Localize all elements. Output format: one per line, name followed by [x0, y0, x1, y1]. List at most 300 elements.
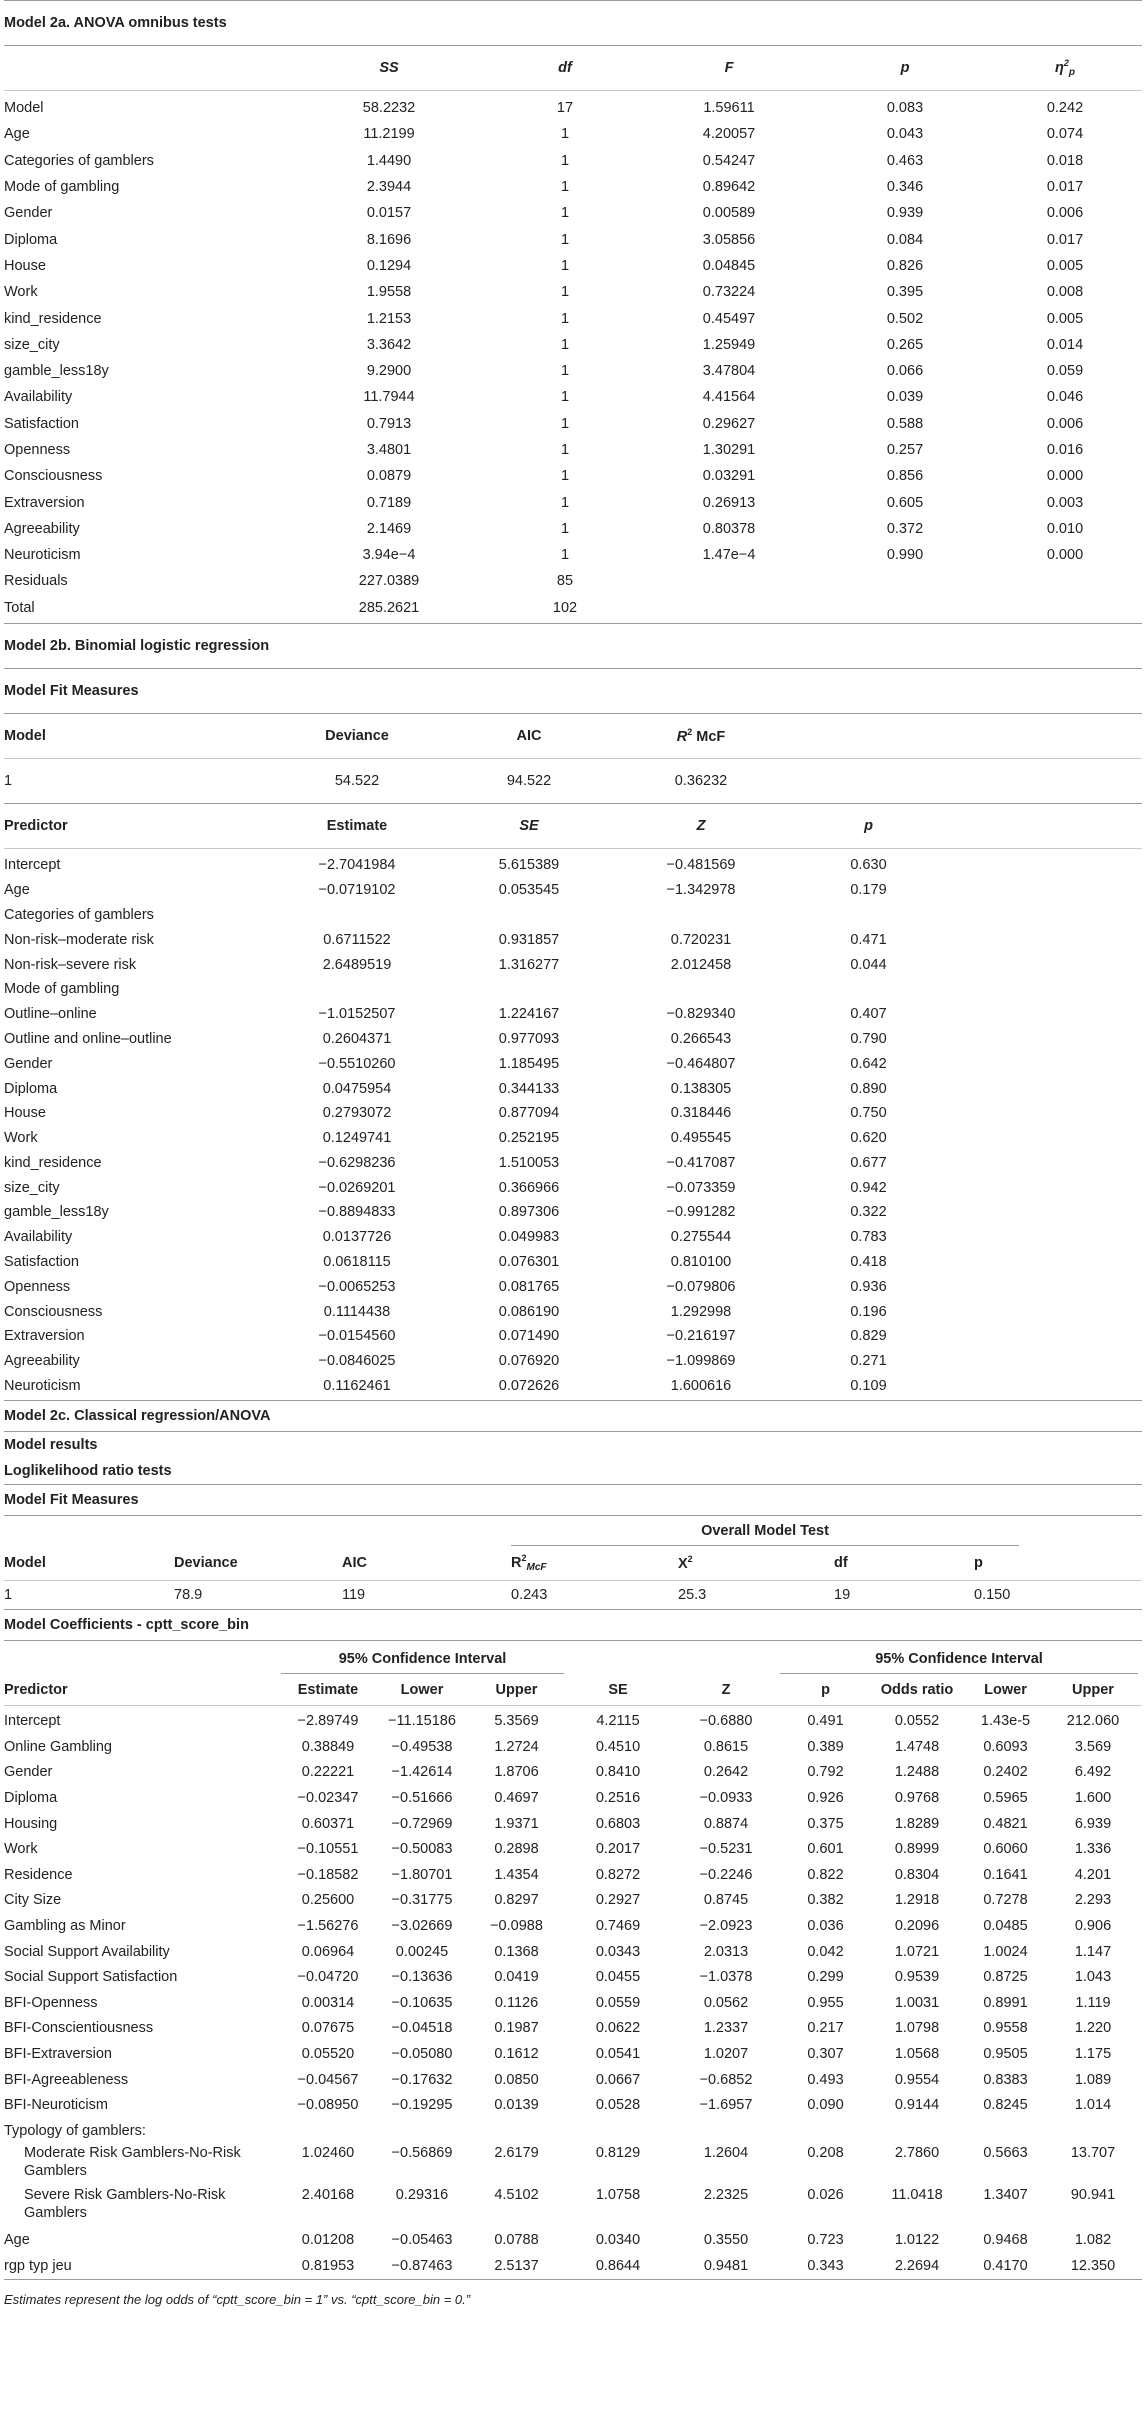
m2b-cell-predictor: gamble_less18y: [4, 1204, 109, 1221]
m2b-cell-z: 0.138305: [670, 1080, 732, 1097]
m2a-cell-df: 1: [560, 205, 570, 222]
m2c-cell-lower2: 0.8383: [983, 2071, 1028, 2088]
m2a-cell-f: 0.03291: [702, 468, 756, 485]
m2a-cell-p: 0.257: [886, 442, 924, 458]
m2b-row: [4, 1324, 1142, 1349]
m2a-cell-term: size_city: [4, 336, 60, 353]
m2c-cell-or: 1.0122: [894, 2232, 940, 2249]
m2c-cell-lower2: 0.7278: [983, 1892, 1028, 1909]
m2c-ci-label-2: 95% Confidence Interval: [780, 1643, 1138, 1674]
m2c-cell-estimate: 0.00314: [301, 1994, 355, 2011]
m2b-cell-p: 0.790: [850, 1030, 887, 1047]
m2c-cell-p: 0.042: [807, 1943, 844, 1960]
m2c-cell-upper2: 1.147: [1074, 1943, 1112, 1960]
m2c-cell-z: 1.2337: [703, 2020, 749, 2037]
m2a-cell-ss: 11.7944: [363, 389, 415, 406]
m2b-cell-se: 0.053545: [498, 882, 560, 899]
m2a-cell-df: 1: [560, 547, 570, 564]
m2c-row: [4, 1862, 1142, 1888]
m2a-cell-ss: 1.9558: [366, 284, 412, 301]
m2c-cell-estimate: −0.08950: [297, 2097, 359, 2114]
m2b-cell-z: −0.216197: [666, 1328, 736, 1345]
m2a-cell-ss: 9.2900: [366, 363, 412, 380]
m2b-row: [4, 1076, 1142, 1101]
m2a-cell-ss: 0.1294: [366, 257, 412, 274]
m2a-row: [4, 384, 1142, 410]
m2b-row: [4, 1250, 1142, 1275]
m2b-cell-predictor: Work: [4, 1130, 38, 1147]
m2b-fit-row: [4, 759, 1142, 803]
m2b-cell-predictor: Availability: [4, 1229, 73, 1246]
m2c-h-estimate: Estimate: [297, 1682, 359, 1699]
m2a-cell-ss: 227.0389: [358, 573, 420, 590]
m2a-cell-f: 4.20057: [702, 126, 756, 143]
m2c-fit-h-dev: Deviance: [174, 1555, 238, 1572]
m2a-title: Model 2a. ANOVA omnibus tests: [4, 15, 227, 31]
m2b-cell-z: −0.079806: [666, 1278, 736, 1295]
m2a-cell-f: 0.26913: [702, 494, 756, 511]
m2a-cell-term: Availability: [4, 389, 73, 406]
m2c-cell-se: 0.0343: [595, 1943, 641, 1960]
m2c-ci-label-1: 95% Confidence Interval: [281, 1643, 564, 1674]
m2c-cell-upper: 4.5102: [494, 2186, 539, 2203]
m2a-cell-p: 0.939: [886, 205, 924, 222]
m2c-cell-predictor: BFI-Conscientiousness: [4, 2020, 154, 2037]
m2b-cell-se: 0.877094: [498, 1105, 560, 1122]
m2a-cell-p: 0.826: [886, 257, 924, 274]
m2c-cell-or: 0.8304: [894, 1866, 940, 1883]
m2b-cell-se: 0.897306: [498, 1204, 560, 1221]
m2c-cell-predictor: Moderate Risk Gamblers-No-Risk Gamblers: [24, 2144, 241, 2179]
m2b-cell-estimate: 0.0618115: [323, 1254, 391, 1271]
m2c-cell-lower: −0.04518: [391, 2020, 453, 2037]
m2b-cell-z: 2.012458: [670, 956, 732, 973]
m2c-cell-or: 0.9554: [894, 2071, 940, 2088]
m2c-cell-upper2: 0.906: [1074, 1918, 1112, 1935]
m2c-row: [4, 2041, 1142, 2067]
m2b-cell-se: 0.072626: [498, 1378, 560, 1395]
m2b-fit-dev: 54.522: [334, 772, 380, 789]
m2b-fit-model: 1: [4, 772, 13, 789]
m2a-cell-ss: 0.0157: [366, 205, 412, 222]
m2c-cell-z: −2.0923: [699, 1918, 753, 1935]
m2b-cell-se: 1.185495: [498, 1055, 560, 1072]
m2c-cell-se: 0.0455: [595, 1969, 641, 1986]
m2b-cell-predictor: Satisfaction: [4, 1254, 79, 1271]
m2c-cell-estimate: −0.10551: [297, 1841, 359, 1858]
m2c-cell-se: 0.4510: [595, 1738, 641, 1755]
m2b-cell-z: 0.266543: [670, 1030, 732, 1047]
m2a-row: [4, 253, 1142, 279]
m2c-cell-predictor: Age: [4, 2232, 30, 2249]
m2a-row: [4, 148, 1142, 174]
m2c-cell-lower: −0.19295: [391, 2097, 453, 2114]
m2c-row: [4, 1785, 1142, 1811]
m2c-cell-lower2: 0.9505: [983, 2045, 1028, 2062]
m2c-cell-lower2: 0.5663: [983, 2144, 1028, 2161]
m2a-cell-p: 0.084: [886, 231, 924, 248]
m2c-cell-se: 0.2516: [595, 1790, 641, 1807]
m2b-cell-estimate: −0.6298236: [318, 1154, 396, 1171]
m2b-fit-h-aic: AIC: [516, 727, 542, 744]
m2a-cell-term: Gender: [4, 205, 53, 222]
m2b-cell-estimate: −2.7041984: [318, 857, 396, 874]
m2b-row: [4, 1200, 1142, 1225]
m2a-cell-ss: 3.3642: [366, 336, 412, 353]
m2a-cell-p: 0.043: [886, 126, 924, 143]
m2c-cell-lower: −11.15186: [388, 1713, 456, 1730]
m2c-row: [4, 1836, 1142, 1862]
m2c-cell-predictor: Gender: [4, 1764, 53, 1781]
m2b-cell-p: 0.044: [850, 956, 887, 973]
m2c-cell-predictor: rgp typ jeu: [4, 2257, 72, 2274]
m2b-cell-estimate: 0.0137726: [322, 1229, 392, 1246]
m2b-cell-estimate: −0.0846025: [318, 1353, 396, 1370]
m2c-cell-lower2: 1.43e-5: [980, 1713, 1031, 1730]
m2a-cell-f: 0.89642: [702, 179, 756, 196]
m2c-cell-upper2: 1.119: [1075, 1994, 1111, 2011]
m2c-fit-row: [4, 1581, 1142, 1609]
m2b-cell-estimate: 0.1114438: [323, 1303, 391, 1320]
m2b-cell-p: 0.750: [850, 1105, 887, 1122]
m2c-row: [4, 1913, 1142, 1939]
m2a-cell-term: Agreeability: [4, 520, 80, 537]
m2c-row: [4, 1990, 1142, 2016]
m2c-cell-z: 0.3550: [703, 2232, 749, 2249]
m2c-fit-h-aic: AIC: [342, 1555, 367, 1572]
m2b-cell-p: 0.942: [850, 1179, 887, 1196]
m2a-row: [4, 358, 1142, 384]
m2c-cell-lower: 0.29316: [395, 2186, 449, 2203]
m2c-cell-upper2: 1.175: [1074, 2045, 1112, 2062]
m2b-row: [4, 1225, 1142, 1250]
m2c-cell-se: 0.8272: [595, 1866, 641, 1883]
m2c-cell-lower: −0.17632: [391, 2071, 453, 2088]
m2c-cell-z: −0.6880: [699, 1713, 753, 1730]
m2b-cell-predictor: Mode of gambling: [4, 981, 120, 998]
m2a-cell-p: 0.502: [886, 310, 924, 327]
m2b-row: [4, 977, 1142, 1002]
m2b-row: [4, 1299, 1142, 1324]
m2c-cell-upper: −0.0988: [490, 1918, 543, 1935]
m2c-cell-upper2: 6.492: [1074, 1764, 1112, 1781]
m2c-cell-p: 0.299: [807, 1969, 844, 1986]
m2c-cell-lower: 0.00245: [395, 1943, 449, 1960]
m2a-cell-f: 3.05856: [702, 231, 756, 248]
m2b-cell-z: −0.829340: [666, 1006, 736, 1023]
m2b-cell-estimate: 0.2793072: [322, 1105, 392, 1122]
m2b-row: [4, 1126, 1142, 1151]
m2b-cell-estimate: −0.0269201: [318, 1179, 396, 1196]
m2c-cell-p: 0.926: [807, 1790, 844, 1807]
m2b-cell-predictor: kind_residence: [4, 1154, 102, 1171]
m2c-fit-h-p: p: [974, 1555, 983, 1572]
m2b-cell-z: −1.099869: [666, 1353, 736, 1370]
m2b-row: [4, 903, 1142, 928]
m2b-cell-se: 0.076920: [498, 1353, 560, 1370]
m2c-cell-predictor: Severe Risk Gamblers-No-Risk Gamblers: [24, 2186, 226, 2221]
m2a-cell-df: 1: [560, 152, 570, 169]
m2c-fit-h-x2: $X^2$: [678, 1554, 693, 1573]
m2c-cell-lower2: 0.0485: [983, 1918, 1028, 1935]
m2b-fit-h-model: Model: [4, 727, 46, 744]
m2c-row: [4, 1708, 1142, 1734]
m2c-fit-p: 0.150: [974, 1587, 1011, 1604]
m2c-cell-predictor: Work: [4, 1841, 38, 1858]
m2c-cell-upper: 0.8297: [494, 1892, 539, 1909]
m2c-cell-or: 0.2096: [894, 1918, 940, 1935]
m2c-cell-predictor: Social Support Availability: [4, 1943, 170, 1960]
m2c-cell-p: 0.090: [807, 2097, 844, 2114]
m2a-cell-df: 1: [560, 126, 570, 143]
m2a-row: [4, 279, 1142, 305]
m2b-body: [4, 849, 1142, 1401]
m2a-cell-term: Extraversion: [4, 494, 85, 511]
m2c-cell-upper: 2.6179: [494, 2144, 539, 2161]
m2b-cell-se: 0.071490: [498, 1328, 560, 1345]
m2c-row: [4, 2228, 1142, 2254]
m2b-cell-estimate: −0.0065253: [318, 1278, 396, 1295]
m2b-cell-predictor: Agreeability: [4, 1353, 80, 1370]
m2b-cell-estimate: −0.8894833: [318, 1204, 396, 1221]
m2c-fit-header: [4, 1546, 1142, 1580]
m2c-cell-lower2: 0.4821: [983, 1815, 1028, 1832]
m2b-cell-p: 0.407: [850, 1006, 887, 1023]
m2a-cell-eta: 0.006: [1046, 205, 1084, 222]
m2b-cell-se: 1.316277: [498, 956, 560, 973]
m2c-cell-z: −0.6852: [699, 2071, 753, 2088]
m2b-cell-se: 5.615389: [498, 857, 560, 874]
m2c-cell-lower2: 0.6060: [983, 1841, 1028, 1858]
m2b-cell-z: 1.292998: [670, 1303, 732, 1320]
m2c-cell-z: 0.9481: [703, 2257, 749, 2274]
m2b-cell-estimate: −1.0152507: [318, 1006, 396, 1023]
m2b-cell-predictor: Extraversion: [4, 1328, 85, 1345]
m2b-cell-p: 0.890: [850, 1080, 887, 1097]
m2c-row: [4, 2016, 1142, 2042]
m2c-cell-or: 1.0568: [894, 2045, 940, 2062]
m2a-row: [4, 489, 1142, 515]
m2a-row: [4, 121, 1142, 147]
m2b-row: [4, 853, 1142, 878]
m2c-fit-r2: 0.243: [511, 1587, 548, 1604]
m2c-cell-z: −0.2246: [699, 1866, 753, 1883]
m2c-cell-lower: −0.56869: [391, 2144, 453, 2161]
m2a-cell-eta: 0.003: [1046, 494, 1084, 511]
m2c-fit-dev: 78.9: [174, 1587, 203, 1604]
m2c-cell-se: 0.2927: [595, 1892, 641, 1909]
m2c-cell-estimate: −0.04720: [297, 1969, 359, 1986]
m2a-body: [4, 91, 1142, 623]
m2c-cell-upper: 0.0788: [494, 2232, 539, 2249]
m2c-cell-or: 1.0031: [894, 1994, 940, 2011]
m2b-row: [4, 878, 1142, 903]
m2c-row: [4, 1939, 1142, 1965]
m2c-cell-predictor: Diploma: [4, 1790, 58, 1807]
m2b-row: [4, 1051, 1142, 1076]
m2a-cell-f: 4.41564: [702, 389, 756, 406]
m2b-cell-se: 0.076301: [498, 1254, 560, 1271]
m2c-cell-se: 0.8644: [595, 2257, 641, 2274]
m2c-cell-predictor: Intercept: [4, 1713, 61, 1730]
m2a-cell-ss: 2.1469: [366, 520, 412, 537]
m2b-cell-predictor: Diploma: [4, 1080, 58, 1097]
m2c-cell-or: 1.2488: [894, 1764, 940, 1781]
m2c-cell-upper2: 4.201: [1074, 1866, 1112, 1883]
m2b-row: [4, 952, 1142, 977]
m2c-cell-p: 0.375: [807, 1815, 844, 1832]
m2b-cell-estimate: −0.0154560: [318, 1328, 396, 1345]
m2c-cell-upper: 0.1987: [494, 2020, 539, 2037]
m2a-row: [4, 200, 1142, 226]
m2a-cell-term: Neuroticism: [4, 547, 81, 564]
m2b-row: [4, 1002, 1142, 1027]
m2c-cell-or: 1.8289: [894, 1815, 940, 1832]
m2b-cell-predictor: Neuroticism: [4, 1378, 81, 1395]
m2c-cell-lower2: 0.2402: [983, 1764, 1028, 1781]
m2c-typology-label: Typology of gamblers:: [4, 2122, 146, 2139]
m2c-h-lower: Lower: [400, 1682, 444, 1699]
m2a-cell-df: 1: [560, 494, 570, 511]
m2c-cell-or: 1.0721: [894, 1943, 940, 1960]
m2c-cell-estimate: 0.22221: [301, 1764, 355, 1781]
m2b-cell-se: 1.224167: [498, 1006, 560, 1023]
m2a-row: [4, 437, 1142, 463]
m2a-cell-ss: 0.7189: [366, 494, 412, 511]
m2b-cell-predictor: Consciousness: [4, 1303, 103, 1320]
m2b-h-z: Z: [696, 817, 706, 834]
m2a-h-df: df: [558, 60, 572, 76]
m2c-cell-lower2: 0.9468: [983, 2232, 1028, 2249]
m2a-cell-ss: 3.4801: [366, 442, 412, 458]
m2c-cell-z: 1.2604: [703, 2144, 749, 2161]
m2b-fit-h-r2: $R^2$ McF: [676, 726, 726, 745]
m2c-cell-se: 0.2017: [595, 1841, 641, 1858]
m2c-h-or: Odds ratio: [880, 1682, 954, 1699]
m2c-cell-predictor: BFI-Neuroticism: [4, 2097, 108, 2114]
m2a-cell-p: 0.066: [886, 363, 924, 380]
m2c-row: [4, 2092, 1142, 2118]
m2c-h-se: SE: [608, 1682, 628, 1699]
m2c-cell-upper2: 1.220: [1074, 2020, 1112, 2037]
m2b-cell-predictor: Categories of gamblers: [4, 906, 154, 923]
m2c-cell-lower2: 1.3407: [983, 2186, 1028, 2203]
m2c-cell-se: 1.0758: [595, 2186, 641, 2203]
m2c-cell-upper2: 3.569: [1074, 1738, 1112, 1755]
m2a-cell-df: 1: [560, 442, 570, 458]
m2b-cell-se: 0.366966: [498, 1179, 560, 1196]
m2c-cell-p: 0.723: [807, 2232, 844, 2249]
m2a-cell-term: gamble_less18y: [4, 363, 109, 380]
m2b-cell-predictor: Intercept: [4, 857, 61, 874]
m2c-overall-label: Overall Model Test: [511, 1517, 1019, 1546]
m2a-cell-term: House: [4, 257, 46, 274]
m2c-cell-z: 0.8615: [703, 1738, 749, 1755]
m2b-cell-p: 0.471: [850, 931, 887, 948]
m2a-cell-eta: 0.046: [1046, 389, 1084, 406]
m2c-cell-predictor: Residence: [4, 1866, 73, 1883]
m2c-cell-predictor: Gambling as Minor: [4, 1918, 126, 1935]
m2c-cell-se: 0.8410: [595, 1764, 641, 1781]
m2a-cell-f: 1.59611: [703, 100, 755, 117]
m2c-cell-se: 0.0541: [595, 2045, 641, 2062]
m2c-cell-predictor: City Size: [4, 1892, 62, 1909]
m2b-cell-estimate: −0.0719102: [318, 882, 396, 899]
m2c-cell-se: 0.6803: [595, 1815, 641, 1832]
m2a-cell-df: 1: [560, 415, 570, 432]
m2c-cell-predictor: BFI-Agreeableness: [4, 2071, 129, 2088]
m2c-cell-estimate: 0.25600: [301, 1892, 355, 1909]
m2c-cell-upper2: 1.089: [1074, 2071, 1112, 2088]
m2c-overall-row: [4, 1516, 1142, 1546]
m2a-cell-ss: 2.3944: [366, 179, 412, 196]
m2c-cell-z: 0.0562: [703, 1994, 749, 2011]
m2b-cell-p: 0.642: [850, 1055, 887, 1072]
m2a-cell-df: 85: [556, 573, 574, 590]
m2a-cell-ss: 1.2153: [366, 310, 412, 327]
m2b-cell-predictor: Non-risk–severe risk: [4, 956, 137, 973]
m2a-row: [4, 174, 1142, 200]
m2c-cell-estimate: −1.56276: [297, 1918, 359, 1935]
m2c-cell-lower: −0.51666: [391, 1790, 453, 1807]
m2c-h-predictor: Predictor: [4, 1682, 68, 1699]
m2b-cell-estimate: 0.1249741: [322, 1130, 392, 1147]
m2c-cell-upper2: 12.350: [1070, 2257, 1116, 2274]
m2c-cell-estimate: −0.18582: [297, 1866, 359, 1883]
m2a-cell-df: 17: [556, 100, 574, 117]
m2a-row: [4, 595, 1142, 621]
m2a-cell-ss: 1.4490: [366, 152, 412, 169]
m2a-cell-p: 0.039: [886, 389, 924, 406]
m2c-row: [4, 2144, 1142, 2186]
m2b-row: [4, 1349, 1142, 1374]
m2a-cell-p: 0.463: [886, 152, 924, 169]
m2b-cell-p: 0.179: [850, 882, 887, 899]
m2c-fit-aic: 119: [342, 1587, 366, 1604]
m2c-cell-lower: −1.80701: [391, 1866, 453, 1883]
m2c-cell-estimate: 0.81953: [301, 2257, 355, 2274]
m2b-cell-estimate: 0.1162461: [323, 1378, 391, 1395]
m2c-title: Model 2c. Classical regression/ANOVA: [4, 1408, 271, 1425]
m2a-cell-p: 0.588: [886, 415, 924, 432]
m2c-cell-p: 0.026: [807, 2186, 844, 2203]
m2c-cell-predictor: Social Support Satisfaction: [4, 1969, 178, 1986]
m2a-cell-f: 0.04845: [702, 257, 756, 274]
m2c-cell-se: 0.0622: [595, 2020, 641, 2037]
m2a-cell-ss: 285.2621: [358, 599, 420, 616]
m2c-cell-upper2: 6.939: [1074, 1815, 1112, 1832]
m2a-cell-df: 1: [560, 284, 570, 301]
m2b-row: [4, 927, 1142, 952]
m2c-h-p: p: [821, 1682, 830, 1699]
m2c-cell-upper2: 1.082: [1074, 2232, 1112, 2249]
m2a-cell-f: 0.29627: [702, 415, 756, 432]
m2c-cell-upper: 0.1368: [494, 1943, 539, 1960]
m2c-cell-p: 0.036: [807, 1918, 844, 1935]
m2a-cell-term: Diploma: [4, 231, 58, 248]
m2b-cell-se: 0.977093: [498, 1030, 560, 1047]
m2c-typology-row: [4, 2118, 1142, 2144]
m2c-cell-lower: −0.49538: [391, 1738, 453, 1755]
m2b-fit-title: Model Fit Measures: [4, 682, 139, 699]
m2b-h-se: SE: [519, 817, 539, 834]
m2b-cell-se: 0.049983: [498, 1229, 560, 1246]
m2a-cell-term: Satisfaction: [4, 415, 79, 432]
m2c-cell-lower: −0.05080: [391, 2045, 453, 2062]
m2c-cell-or: 11.0418: [891, 2186, 943, 2203]
m2b-cell-p: 0.322: [850, 1204, 887, 1221]
m2c-h-lower2: Lower: [984, 1682, 1027, 1699]
